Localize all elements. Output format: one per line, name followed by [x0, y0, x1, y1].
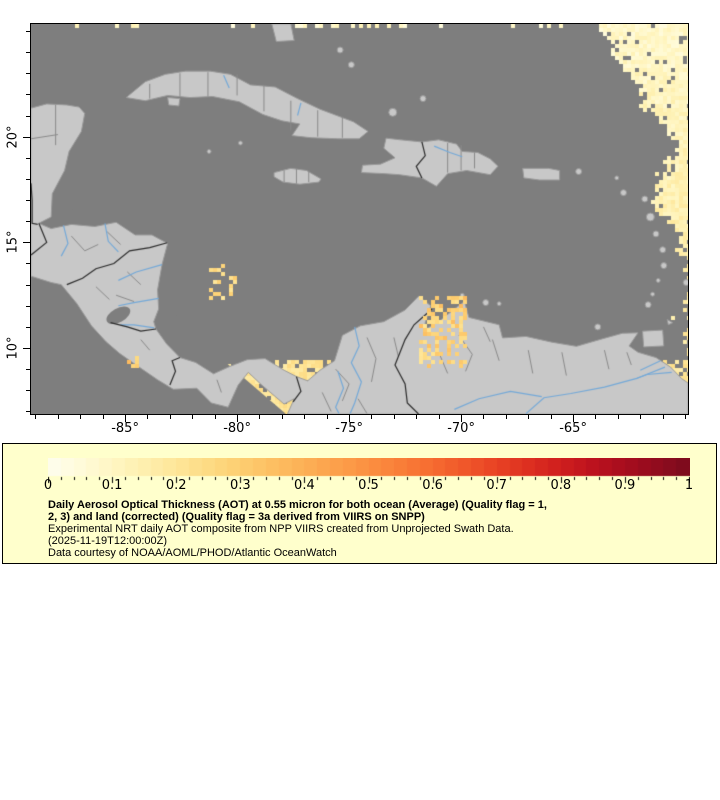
y-axis-minor-tick — [26, 200, 30, 201]
y-axis-major-tick — [23, 242, 30, 243]
x-axis-minor-tick — [327, 415, 328, 419]
x-axis-minor-tick — [80, 415, 81, 419]
x-axis-tick-label: -85° — [111, 421, 139, 436]
y-axis-minor-tick — [26, 390, 30, 391]
caption-title-line-1: Daily Aerosol Optical Thickness (AOT) at 0.55 micron for both ocean (Average) (Quality flag = 1, — [48, 499, 547, 511]
colorbar-tick-label: 0.8 — [550, 478, 572, 493]
caption-courtesy: Data courtesy of NOAA/AOML/PHOD/Atlantic OceanWatch — [48, 547, 337, 559]
y-axis-minor-tick — [26, 73, 30, 74]
y-axis-minor-tick — [26, 369, 30, 370]
y-axis-minor-tick — [26, 285, 30, 286]
x-axis-minor-tick — [282, 415, 283, 419]
x-axis-tick-label: -80° — [223, 421, 251, 436]
caribbean-aot-map — [30, 23, 689, 415]
x-axis-minor-tick — [595, 415, 596, 419]
y-axis-minor-tick — [26, 263, 30, 264]
y-axis-minor-tick — [26, 116, 30, 117]
legend-caption — [48, 499, 547, 559]
legend-panel — [2, 443, 717, 564]
x-axis-minor-tick — [35, 415, 36, 419]
y-axis-tick-label: 20° — [5, 125, 21, 149]
colorbar-tick-label: 0.3 — [229, 478, 251, 493]
y-axis-minor-tick — [26, 94, 30, 95]
x-axis-minor-tick — [528, 415, 529, 419]
colorbar-tick-label: 0.5 — [358, 478, 379, 493]
x-axis-minor-tick — [439, 415, 440, 419]
caption-description: Experimental NRT daily AOT composite from NPP VIIRS created from Unprojected Swath Data. — [48, 523, 514, 535]
x-axis-minor-tick — [685, 415, 686, 419]
x-axis-minor-tick — [259, 415, 260, 419]
x-axis-minor-tick — [304, 415, 305, 419]
x-axis-minor-tick — [551, 415, 552, 419]
y-axis-minor-tick — [26, 179, 30, 180]
x-axis-tick-label: -65° — [559, 421, 587, 436]
y-axis-minor-tick — [26, 411, 30, 412]
y-axis-minor-tick — [26, 31, 30, 32]
x-axis-minor-tick — [58, 415, 59, 419]
x-axis-minor-tick — [506, 415, 507, 419]
x-axis-minor-tick — [640, 415, 641, 419]
x-axis-minor-tick — [215, 415, 216, 419]
colorbar-tick-label: 0.7 — [486, 478, 508, 493]
x-axis-tick-label: -75° — [335, 421, 363, 436]
y-axis-minor-tick — [26, 306, 30, 307]
x-axis-minor-tick — [618, 415, 619, 419]
y-axis-minor-tick — [26, 221, 30, 222]
x-axis-minor-tick — [147, 415, 148, 419]
y-axis-major-tick — [23, 348, 30, 349]
caption-timestamp: (2025-11-19T12:00:00Z) — [48, 535, 168, 547]
caption-title-line-2: 2, 3) and land (corrected) (Quality flag = 3a derived from VIIRS on SNPP) — [48, 511, 425, 523]
x-axis-tick-label: -70° — [447, 421, 475, 436]
x-axis-minor-tick — [192, 415, 193, 419]
y-axis-tick-label: 15° — [5, 230, 21, 254]
x-axis-minor-tick — [394, 415, 395, 419]
colorbar-tick-label: 0.4 — [294, 478, 315, 493]
y-axis-minor-tick — [26, 158, 30, 159]
colorbar-tick-label: 0 — [43, 478, 53, 493]
y-axis-tick-label: 10° — [5, 336, 21, 360]
x-axis-minor-tick — [663, 415, 664, 419]
x-axis-minor-tick — [371, 415, 372, 419]
colorbar-tick-label: 0.1 — [101, 478, 123, 493]
colorbar-tick-label: 1 — [684, 478, 694, 493]
y-axis-major-tick — [23, 137, 30, 138]
x-axis-minor-tick — [170, 415, 171, 419]
x-axis-minor-tick — [483, 415, 484, 419]
colorbar-tick-label: 0.2 — [165, 478, 187, 493]
x-axis-minor-tick — [416, 415, 417, 419]
x-axis-minor-tick — [103, 415, 104, 419]
y-axis-minor-tick — [26, 52, 30, 53]
colorbar-tick-label: 0.9 — [614, 478, 636, 493]
colorbar-tick-label: 0.6 — [422, 478, 443, 493]
y-axis-minor-tick — [26, 327, 30, 328]
